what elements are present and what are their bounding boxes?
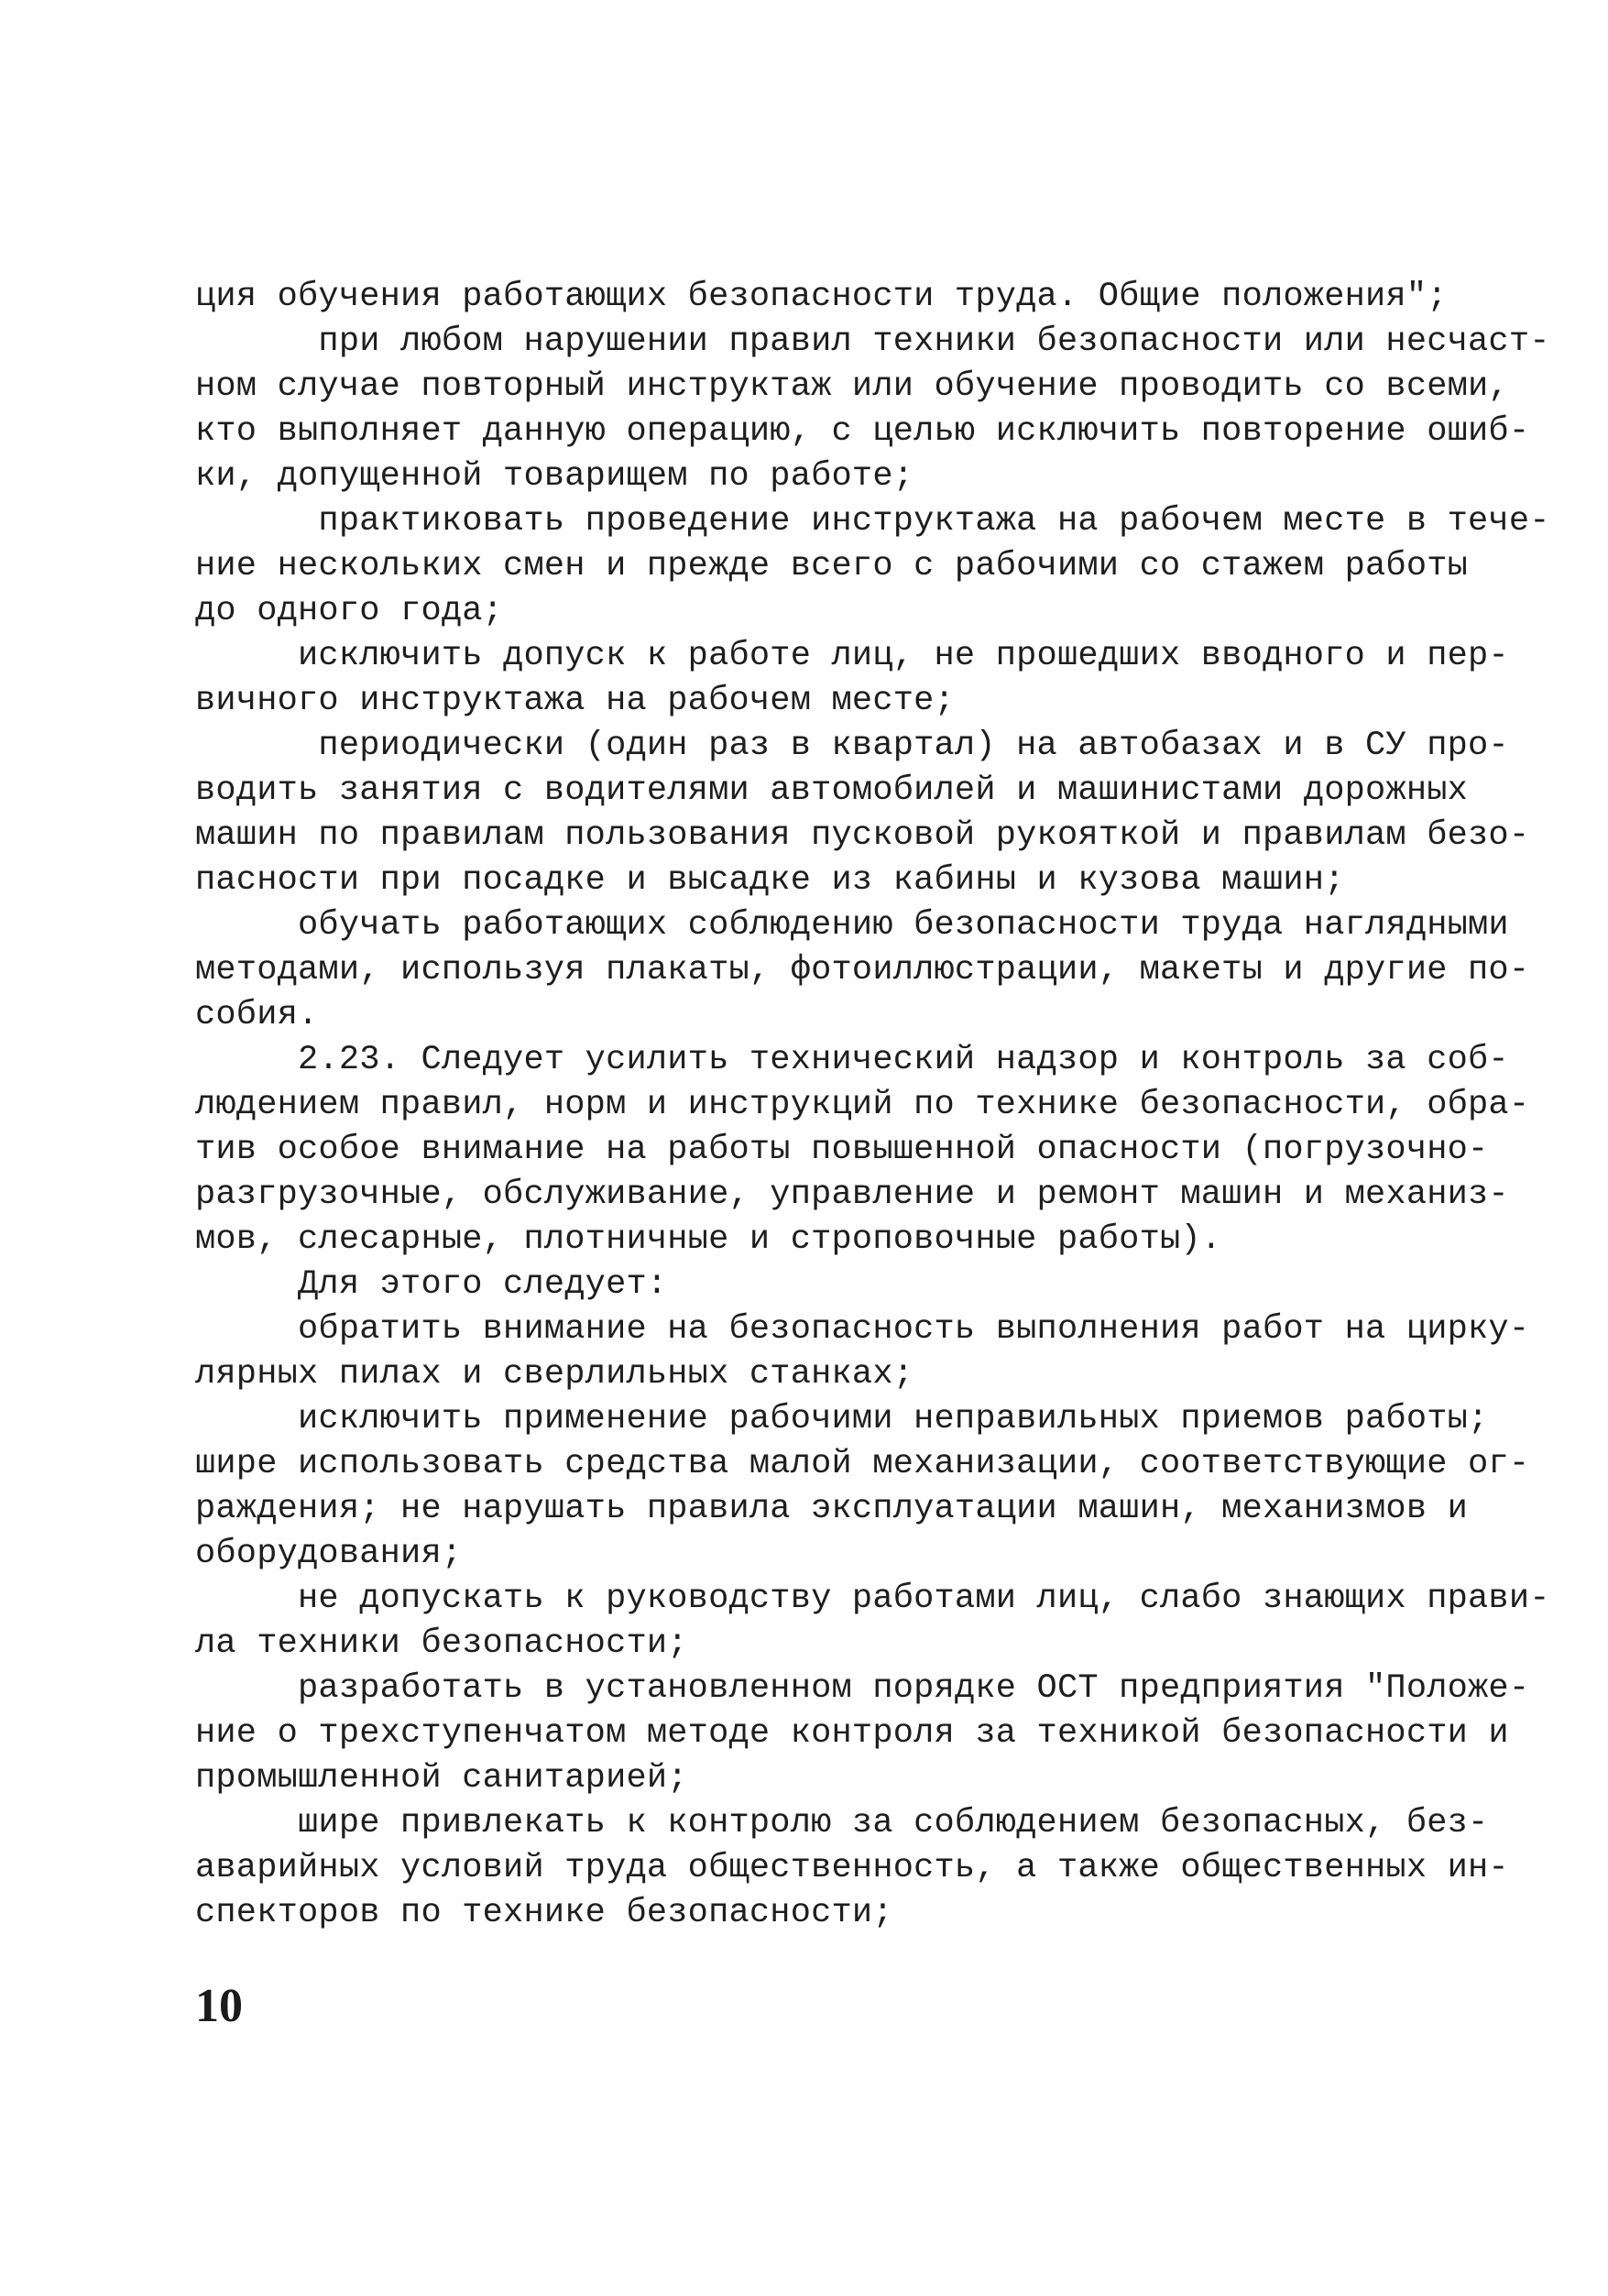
text-line: ном случае повторный инструктаж или обучение проводить со всеми,: [195, 367, 1509, 406]
text-line: Для этого следует:: [195, 1265, 668, 1304]
text-line: кто выполняет данную операцию, с целью исключить повторение ошиб-: [195, 412, 1530, 451]
text-line: водить занятия с водителями автомобилей и машинистами дорожных: [195, 771, 1469, 810]
text-line: ла техники безопасности;: [195, 1624, 688, 1663]
text-line: аварийных условий труда общественность, а также общественных ин-: [195, 1849, 1509, 1887]
text-line: методами, используя плакаты, фотоиллюстрации, макеты и другие по-: [195, 951, 1530, 989]
text-line: исключить допуск к работе лиц, не прошедших вводного и пер-: [195, 637, 1509, 675]
text-line: шире привлекать к контролю за соблюдением безопасных, без-: [195, 1804, 1489, 1842]
text-line: до одного года;: [195, 592, 504, 630]
text-line: ция обучения работающих безопасности труда. Общие положения";: [195, 278, 1448, 316]
text-line: исключить применение рабочими неправильных приемов работы;: [195, 1400, 1489, 1438]
text-line: обучать работающих соблюдению безопасности труда наглядными: [195, 906, 1509, 945]
text-line: промышленной санитарией;: [195, 1759, 688, 1798]
text-line: периодически (один раз в квартал) на автобазах и в СУ про-: [195, 727, 1509, 765]
text-line: обратить внимание на безопасность выполнения работ на цирку-: [195, 1310, 1530, 1349]
text-line: собия.: [195, 996, 319, 1034]
text-line: при любом нарушении правил техники безопасности или несчаст-: [195, 323, 1550, 361]
text-line: оборудования;: [195, 1535, 463, 1573]
text-line: людением правил, норм и инструкций по технике безопасности, обра-: [195, 1086, 1530, 1124]
text-line: лярных пилах и сверлильных станках;: [195, 1355, 914, 1394]
text-line: раждения; не нарушать правила эксплуатации машин, механизмов и: [195, 1490, 1469, 1528]
text-line: пасности при посадке и высадке из кабины и кузова машин;: [195, 861, 1345, 900]
text-line: вичного инструктажа на рабочем месте;: [195, 682, 955, 720]
text-line: не допускать к руководству работами лиц, слабо знающих прави-: [195, 1580, 1550, 1618]
text-line: шире использовать средства малой механизации, соответствующие ог-: [195, 1445, 1530, 1483]
text-line: мов, слесарные, плотничные и строповочные работы).: [195, 1220, 1222, 1259]
body-text: [195, 275, 1550, 1936]
text-line: 2.23. Следует усилить технический надзор и контроль за соб-: [195, 1041, 1509, 1079]
text-line: ние о трехступенчатом методе контроля за техникой безопасности и: [195, 1714, 1509, 1753]
text-line: практиковать проведение инструктажа на рабочем месте в тече-: [195, 502, 1550, 541]
text-line: тив особое внимание на работы повышенной опасности (погрузочно-: [195, 1131, 1489, 1169]
text-line: ки, допущенной товарищем по работе;: [195, 457, 914, 496]
text-line: машин по правилам пользования пусковой рукояткой и правилам безо-: [195, 816, 1530, 855]
page-number: 10: [195, 1980, 243, 2032]
text-line: ние нескольких смен и прежде всего с рабочими со стажем работы: [195, 547, 1469, 585]
text-line: разгрузочные, обслуживание, управление и ремонт машин и механиз-: [195, 1175, 1509, 1214]
text-line: разработать в установленном порядке ОСТ предприятия "Положе-: [195, 1669, 1530, 1708]
text-line: спекторов по технике безопасности;: [195, 1894, 893, 1932]
